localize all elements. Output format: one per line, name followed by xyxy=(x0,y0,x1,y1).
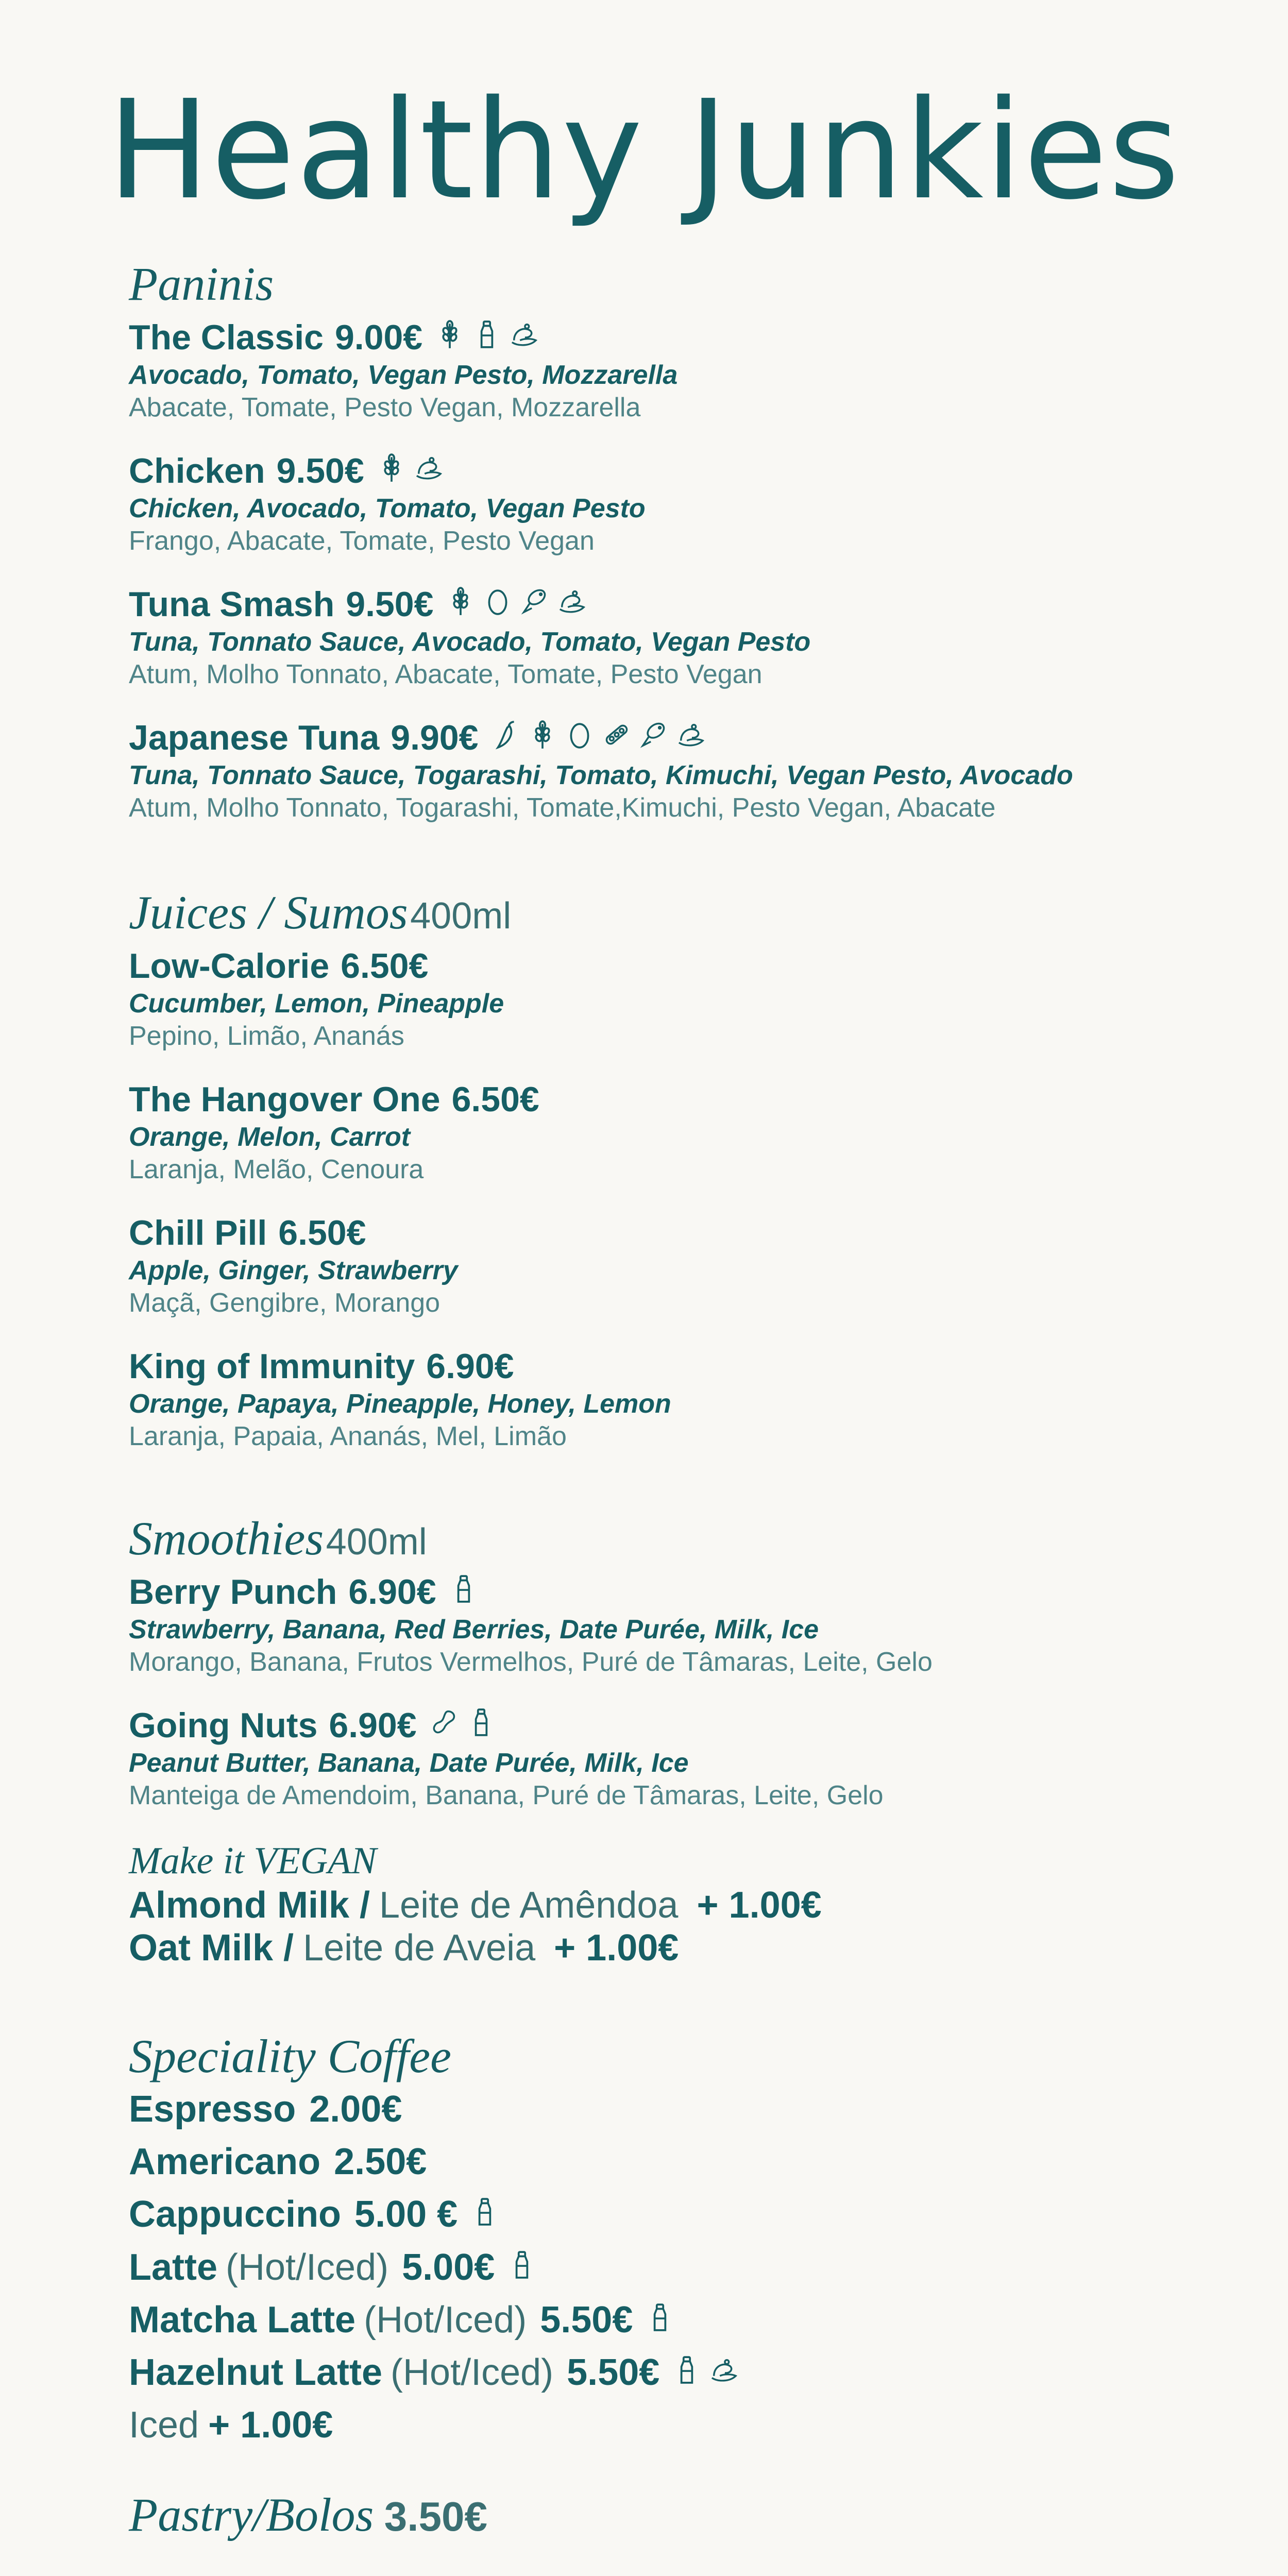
item-title xyxy=(129,717,1185,759)
allergen-icons xyxy=(508,2241,536,2294)
eggs-icon xyxy=(484,584,512,626)
coffee-list xyxy=(129,2083,1185,2399)
vegan-option-pt: Leite de Amêndoa xyxy=(379,1884,679,1926)
item-price: 6.50€ xyxy=(341,946,429,986)
item-title xyxy=(129,1212,1185,1255)
section-heading: Smoothies xyxy=(129,1512,324,1565)
section-volume: 400ml xyxy=(410,895,512,937)
item-price: 9.00€ xyxy=(334,318,423,357)
item-price: 6.90€ xyxy=(329,1705,417,1745)
allergen-icons xyxy=(436,317,538,359)
item-name: Low-Calorie xyxy=(129,946,330,986)
coffee-item xyxy=(129,2241,1185,2294)
item-name: The Hangover One xyxy=(129,1079,440,1119)
coffee-price: 5.00€ xyxy=(402,2246,495,2288)
vegan-option xyxy=(129,1884,1185,1927)
section-heading: Juices / Sumos xyxy=(129,886,408,939)
item-description-en: Avocado, Tomato, Vegan Pesto, Mozzarella xyxy=(129,360,678,390)
vegan-option-price: + 1.00€ xyxy=(697,1884,822,1926)
item-description-en: Tuna, Tonnato Sauce, Togarashi, Tomato, Kimuchi, Vegan Pesto, Avocado xyxy=(129,760,1073,790)
menu-item xyxy=(129,1212,1185,1320)
coffee-price: 5.50€ xyxy=(567,2352,660,2394)
milk-icon xyxy=(646,2294,674,2346)
item-title xyxy=(129,1079,1185,1121)
section-heading: Pastry/Bolos xyxy=(129,2488,374,2541)
fish-icon xyxy=(521,584,549,626)
coffee-price: 2.50€ xyxy=(334,2141,427,2183)
section-heading: Speciality Coffee xyxy=(129,2030,451,2082)
coffee-item xyxy=(129,2294,1185,2346)
section-pastry xyxy=(129,2488,1185,2548)
section-heading: Paninis xyxy=(129,258,274,310)
coffee-note: (Hot/Iced) xyxy=(364,2299,527,2341)
item-name: Going Nuts xyxy=(129,1705,318,1745)
coffee-name: Latte xyxy=(129,2246,218,2288)
iced-label: Iced xyxy=(129,2404,199,2446)
milk-icon xyxy=(471,2188,499,2241)
fish-icon xyxy=(640,717,668,759)
coffee-item xyxy=(129,2188,1185,2241)
coffee-name: Americano xyxy=(129,2141,321,2183)
menu-item xyxy=(129,450,1185,558)
coffee-price: 2.00€ xyxy=(309,2089,402,2130)
item-description-pt: Laranja, Papaia, Ananás, Mel, Limão xyxy=(129,1421,567,1451)
item-description-en: Orange, Melon, Carrot xyxy=(129,1122,411,1152)
allergen-icons xyxy=(492,717,705,759)
soy-icon xyxy=(603,717,631,759)
item-price: 6.90€ xyxy=(348,1572,436,1612)
vegan-option-price: + 1.00€ xyxy=(554,1927,679,1969)
menu-item xyxy=(129,1705,1185,1812)
pastry-price: 3.50€ xyxy=(384,2494,487,2539)
coffee-item xyxy=(129,2083,1185,2136)
allergen-icons xyxy=(673,2346,738,2399)
section-smoothies xyxy=(129,1512,1185,1969)
item-name: Berry Punch xyxy=(129,1572,337,1612)
milk-icon xyxy=(508,2241,536,2294)
coffee-price: 5.00 € xyxy=(354,2194,458,2235)
allergen-icons xyxy=(450,1571,478,1614)
item-description-en: Peanut Butter, Banana, Date Purée, Milk, Ice xyxy=(129,1748,689,1778)
item-description-pt: Frango, Abacate, Tomate, Pesto Vegan xyxy=(129,526,595,556)
item-description-en: Cucumber, Lemon, Pineapple xyxy=(129,988,504,1019)
coffee-price: 5.50€ xyxy=(540,2299,633,2341)
nuts-icon xyxy=(710,2346,738,2399)
paninis-list xyxy=(129,317,1185,825)
allergen-icons xyxy=(646,2294,674,2346)
menu-item xyxy=(129,317,1185,425)
item-price: 9.50€ xyxy=(276,451,364,490)
allergen-icons xyxy=(471,2188,499,2241)
allergen-icons xyxy=(430,1705,495,1747)
item-name: Tuna Smash xyxy=(129,584,335,624)
menu-item xyxy=(129,717,1185,825)
section-volume: 400ml xyxy=(326,1521,427,1563)
coffee-name: Matcha Latte xyxy=(129,2299,356,2341)
vegan-option-pt: Leite de Aveia xyxy=(303,1927,536,1969)
item-description-en: Tuna, Tonnato Sauce, Avocado, Tomato, Vegan Pesto xyxy=(129,626,811,657)
milk-icon xyxy=(467,1705,495,1747)
item-description-pt: Laranja, Melão, Cenoura xyxy=(129,1154,424,1184)
menu-item xyxy=(129,1346,1185,1453)
item-title xyxy=(129,1705,1185,1747)
item-description-en: Orange, Papaya, Pineapple, Honey, Lemon xyxy=(129,1388,671,1419)
menu-item xyxy=(129,1571,1185,1679)
item-description-pt: Atum, Molho Tonnato, Abacate, Tomate, Pesto Vegan xyxy=(129,659,762,689)
item-description-pt: Atum, Molho Tonnato, Togarashi, Tomate,Kimuchi, Pesto Vegan, Abacate xyxy=(129,792,996,823)
nuts-icon xyxy=(415,450,443,493)
item-description-pt: Abacate, Tomate, Pesto Vegan, Mozzarella xyxy=(129,392,641,422)
item-description-en: Chicken, Avocado, Tomato, Vegan Pesto xyxy=(129,493,646,523)
menu-item xyxy=(129,1079,1185,1187)
item-name: Chill Pill xyxy=(129,1213,267,1252)
item-title xyxy=(129,450,1185,493)
section-juices xyxy=(129,886,1185,1479)
restaurant-title: Healthy Junkies xyxy=(107,71,1181,230)
menu-item xyxy=(129,584,1185,691)
nuts-icon xyxy=(510,317,538,359)
peanut-icon xyxy=(430,1705,458,1747)
coffee-name: Espresso xyxy=(129,2089,296,2130)
coffee-name: Hazelnut Latte xyxy=(129,2352,383,2394)
gluten-icon xyxy=(378,450,405,493)
nuts-icon xyxy=(558,584,586,626)
item-price: 6.50€ xyxy=(278,1213,366,1252)
coffee-note: (Hot/Iced) xyxy=(226,2246,389,2288)
gluten-icon xyxy=(529,717,556,759)
item-description-en: Strawberry, Banana, Red Berries, Date Purée, Milk, Ice xyxy=(129,1614,819,1645)
item-name: The Classic xyxy=(129,318,324,357)
vegan-options-list xyxy=(129,1884,1185,1970)
milk-icon xyxy=(473,317,501,359)
item-name: King of Immunity xyxy=(129,1346,415,1386)
item-name: Japanese Tuna xyxy=(129,718,380,757)
smoothies-list xyxy=(129,1571,1185,1812)
item-price: 6.90€ xyxy=(426,1346,514,1386)
item-title xyxy=(129,945,1185,988)
juices-list xyxy=(129,945,1185,1453)
vegan-heading: Make it VEGAN xyxy=(129,1839,377,1882)
item-title xyxy=(129,317,1185,359)
iced-surcharge xyxy=(129,2399,1185,2451)
iced-price: + 1.00€ xyxy=(208,2404,333,2446)
coffee-name: Cappuccino xyxy=(129,2194,342,2235)
coffee-note: (Hot/Iced) xyxy=(391,2352,554,2394)
gluten-icon xyxy=(436,317,464,359)
item-price: 6.50€ xyxy=(451,1079,539,1119)
item-title xyxy=(129,1571,1185,1614)
item-description-pt: Morango, Banana, Frutos Vermelhos, Puré de Tâmaras, Leite, Gelo xyxy=(129,1647,933,1677)
gluten-icon xyxy=(447,584,474,626)
menu-item xyxy=(129,945,1185,1053)
item-description-en: Apple, Ginger, Strawberry xyxy=(129,1255,458,1285)
item-price: 9.50€ xyxy=(346,584,434,624)
spicy-icon xyxy=(492,717,519,759)
vegan-option-en: Oat Milk / xyxy=(129,1927,294,1969)
item-name: Chicken xyxy=(129,451,265,490)
vegan-option xyxy=(129,1927,1185,1970)
allergen-icons xyxy=(447,584,586,626)
vegan-option-en: Almond Milk / xyxy=(129,1884,370,1926)
milk-icon xyxy=(450,1571,478,1614)
item-title xyxy=(129,584,1185,626)
nuts-icon xyxy=(677,717,705,759)
coffee-item xyxy=(129,2136,1185,2188)
item-description-pt: Maçã, Gengibre, Morango xyxy=(129,1287,440,1318)
item-title xyxy=(129,1346,1185,1388)
milk-icon xyxy=(673,2346,701,2399)
section-coffee xyxy=(129,2032,1185,2452)
allergen-icons xyxy=(378,450,443,493)
section-paninis xyxy=(129,260,1185,851)
item-price: 9.90€ xyxy=(391,718,479,757)
item-description-pt: Manteiga de Amendoim, Banana, Puré de Tâmaras, Leite, Gelo xyxy=(129,1780,884,1810)
item-description-pt: Pepino, Limão, Ananás xyxy=(129,1021,404,1051)
coffee-item xyxy=(129,2346,1185,2399)
eggs-icon xyxy=(566,717,594,759)
